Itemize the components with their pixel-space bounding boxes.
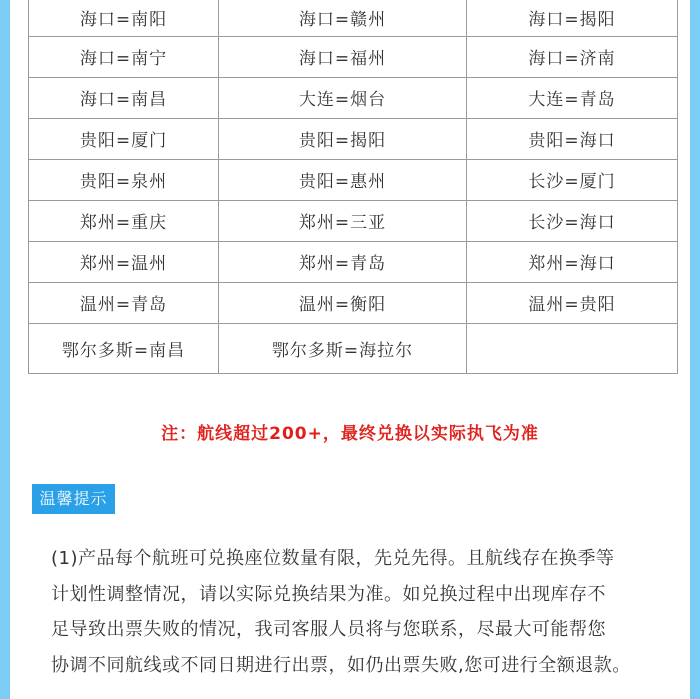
table-row (29, 118, 678, 159)
route-cell: 温州=衡阳 (219, 282, 467, 323)
table-row (29, 323, 678, 373)
table-row (29, 200, 678, 241)
route-cell: 郑州=重庆 (29, 200, 219, 241)
table-row (29, 77, 678, 118)
route-cell: 温州=青岛 (29, 282, 219, 323)
route-cell: 贵阳=惠州 (219, 159, 467, 200)
route-cell: 郑州=三亚 (219, 200, 467, 241)
table-row (29, 36, 678, 77)
table-row (29, 0, 678, 36)
tips-line: 协调不同航线或不同日期进行出票，如仍出票失败,您可进行全额退款。 (51, 654, 631, 676)
route-cell: 贵阳=泉州 (29, 159, 219, 200)
route-cell: 长沙=海口 (467, 200, 678, 241)
route-cell: 郑州=海口 (467, 241, 678, 282)
route-note: 注：航线超过200+，最终兑换以实际执飞为准 (161, 424, 539, 444)
route-cell: 温州=贵阳 (467, 282, 678, 323)
route-cell-empty (467, 323, 678, 373)
route-cell: 大连=烟台 (219, 77, 467, 118)
route-cell: 鄂尔多斯=南昌 (29, 323, 219, 373)
route-cell: 海口=南宁 (29, 36, 219, 77)
route-cell: 海口=赣州 (219, 0, 467, 36)
route-cell: 贵阳=海口 (467, 118, 678, 159)
tips-line: 计划性调整情况，请以实际兑换结果为准。如兑换过程中出现库存不 (51, 583, 606, 605)
table-row (29, 282, 678, 323)
route-cell: 鄂尔多斯=海拉尔 (219, 323, 467, 373)
tips-title-badge: 温馨提示 (32, 484, 115, 514)
route-cell: 贵阳=揭阳 (219, 118, 467, 159)
route-cell: 长沙=厦门 (467, 159, 678, 200)
table-row (29, 159, 678, 200)
route-cell: 海口=揭阳 (467, 0, 678, 36)
route-cell: 海口=福州 (219, 36, 467, 77)
page-content (10, 0, 690, 699)
tips-paragraph (51, 541, 661, 683)
route-cell: 贵阳=厦门 (29, 118, 219, 159)
route-cell: 大连=青岛 (467, 77, 678, 118)
route-cell: 海口=南昌 (29, 77, 219, 118)
routes-table (28, 0, 678, 374)
tips-line: (1)产品每个航班可兑换座位数量有限，先兑先得。且航线存在换季等 (51, 548, 615, 569)
route-cell: 郑州=青岛 (219, 241, 467, 282)
table-row (29, 241, 678, 282)
route-cell: 海口=济南 (467, 36, 678, 77)
tips-line: 足导致出票失败的情况，我司客服人员将与您联系，尽最大可能帮您 (51, 619, 606, 640)
route-cell: 郑州=温州 (29, 241, 219, 282)
route-cell: 海口=南阳 (29, 0, 219, 36)
